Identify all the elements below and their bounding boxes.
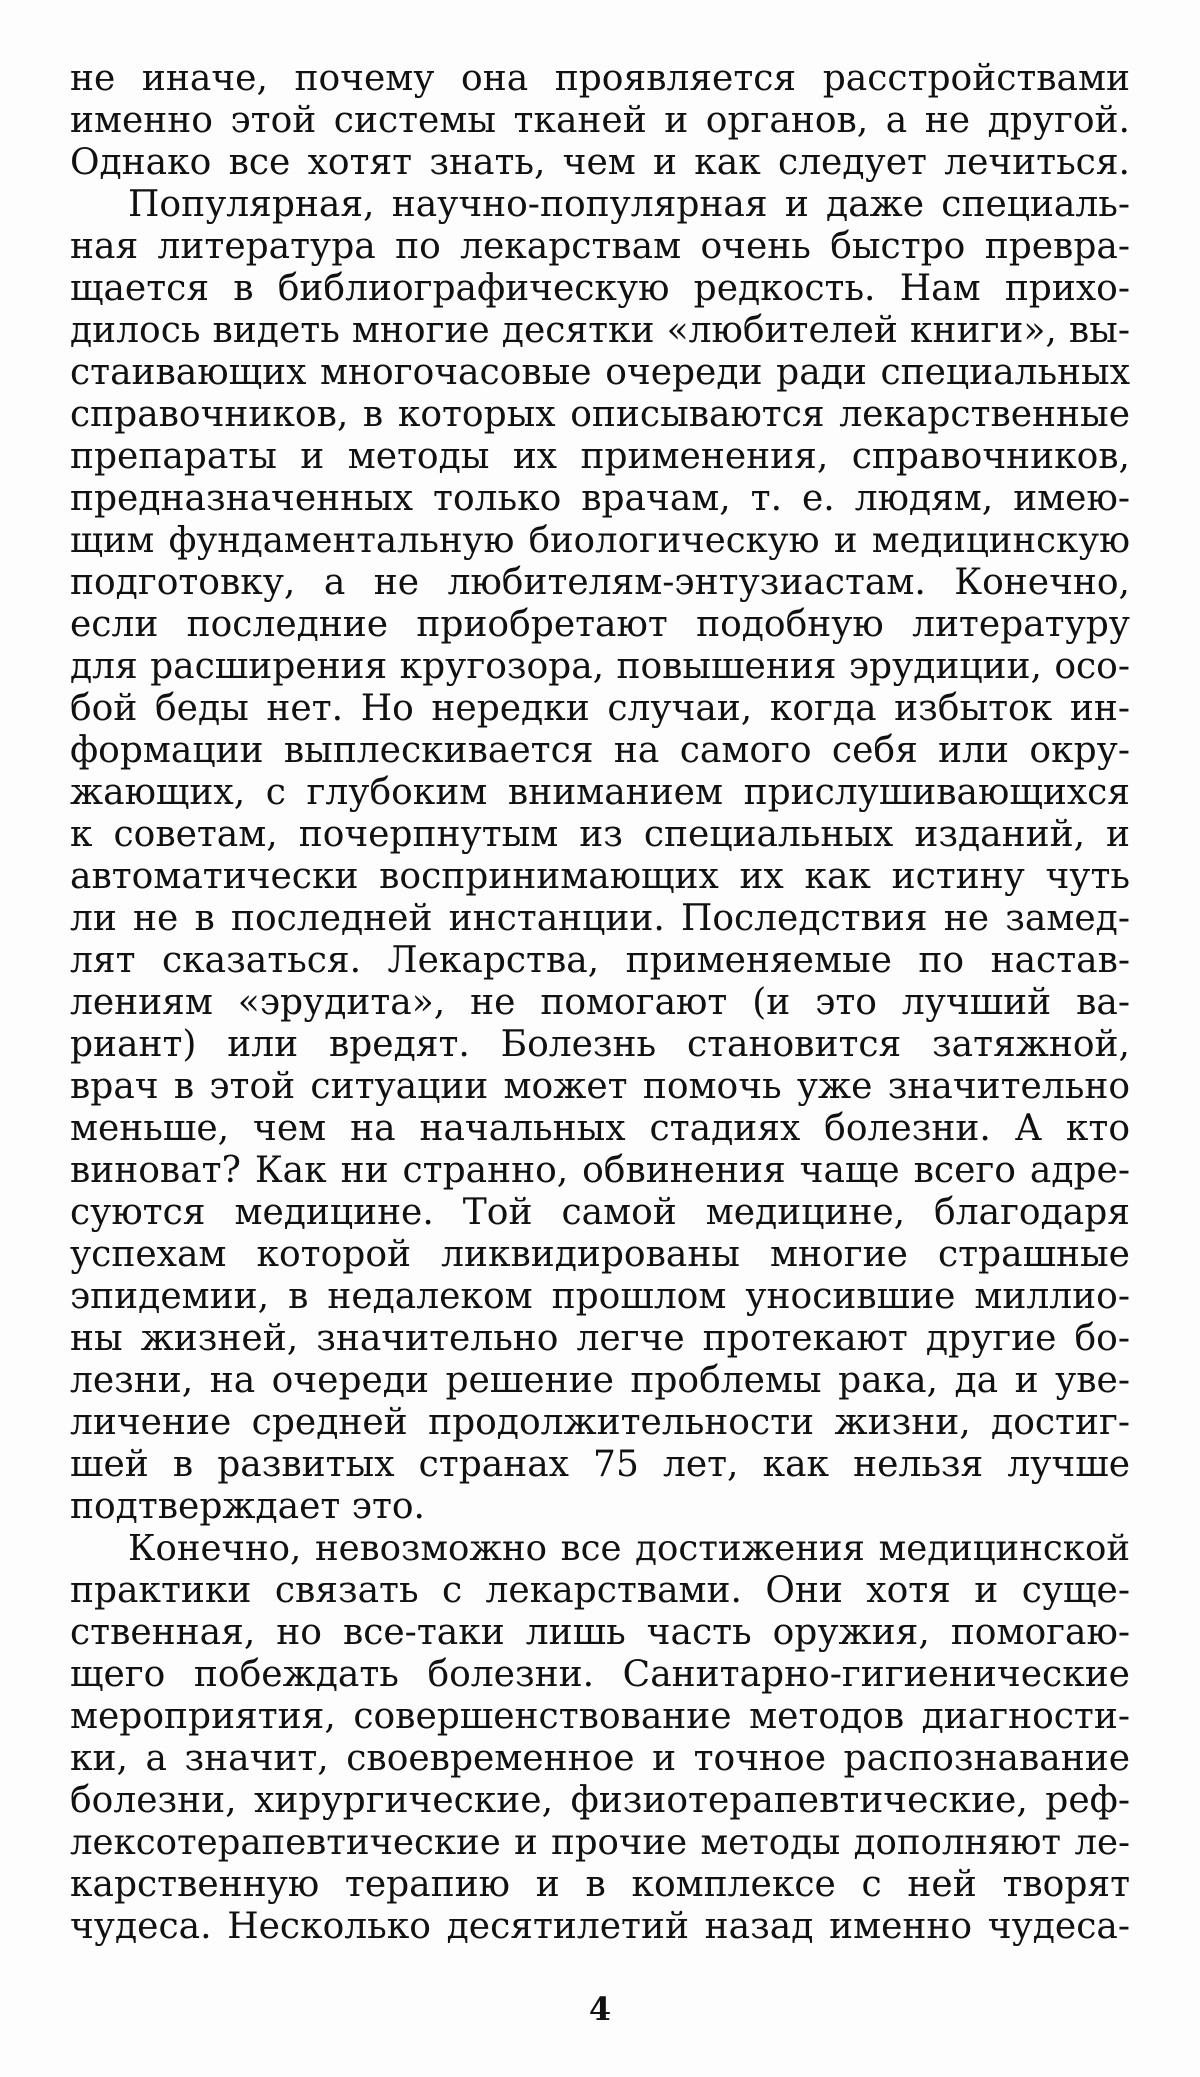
text-line: риант) или вредят. Болезнь становится затяжной, — [70, 1024, 1130, 1065]
text-line: мероприятия, совершенствование методов диагности- — [70, 1696, 1130, 1737]
text-line: справочников, в которых описываются лекарственные — [70, 394, 1130, 435]
paragraph-1 — [70, 58, 1130, 184]
text-line: жающих, с глубоким вниманием прислушивающихся — [70, 772, 1130, 813]
text-line: лениям «эрудита», не помогают (и это лучший ва- — [70, 982, 1130, 1023]
text-line: ная литература по лекарствам очень быстро превра- — [70, 226, 1130, 267]
text-line: автоматически воспринимающих их как истину чуть — [70, 856, 1130, 897]
text-line: если последние приобретают подобную литературу — [70, 604, 1130, 645]
text-line: для расширения кругозора, повышения эрудиции, осо- — [70, 646, 1130, 687]
text-line: меньше, чем на начальных стадиях болезни. А кто — [70, 1108, 1130, 1149]
text-line: щего побеждать болезни. Санитарно-гигиенические — [70, 1654, 1130, 1695]
text-line: стаивающих многочасовые очереди ради специальных — [70, 352, 1130, 393]
text-line: щается в библиографическую редкость. Нам прихо- — [70, 268, 1130, 309]
text-line: подготовку, а не любителям-энтузиастам. Конечно, — [70, 562, 1130, 603]
text-line: Популярная, научно-популярная и даже специаль- — [128, 184, 1130, 225]
text-line: дилось видеть многие десятки «любителей книги», вы- — [70, 310, 1130, 351]
text-line: к советам, почерпнутым из специальных изданий, и — [70, 814, 1130, 855]
text-line: шей в развитых странах 75 лет, как нельзя лучше — [70, 1444, 1130, 1485]
text-line: лезни, на очереди решение проблемы рака, да и уве- — [70, 1360, 1130, 1401]
page-number: 4 — [588, 1990, 612, 2028]
text-line: успехам которой ликвидированы многие страшные — [70, 1234, 1130, 1275]
text-line: личение средней продолжительности жизни, достиг- — [70, 1402, 1130, 1443]
text-line: Однако все хотят знать, чем и как следует лечиться. — [70, 142, 1130, 183]
text-line: суются медицине. Той самой медицине, благодаря — [70, 1192, 1130, 1233]
text-line: карственную терапию и в комплексе с ней творят — [70, 1864, 1130, 1905]
paragraph-3 — [70, 1528, 1130, 1948]
text-line: эпидемии, в недалеком прошлом уносившие миллио- — [70, 1276, 1130, 1317]
paragraph-2 — [70, 184, 1130, 1528]
text-line: лят сказаться. Лекарства, применяемые по настав- — [70, 940, 1130, 981]
text-line: щим фундаментальную биологическую и медицинскую — [70, 520, 1130, 561]
text-line: болезни, хирургические, физиотерапевтические, реф- — [70, 1780, 1130, 1821]
text-line: практики связать с лекарствами. Они хотя и суще- — [70, 1570, 1130, 1611]
text-line: подтверждает это. — [70, 1486, 425, 1527]
text-line: не иначе, почему она проявляется расстройствами — [70, 58, 1130, 99]
text-line: ственная, но все-таки лишь часть оружия, помогаю- — [70, 1612, 1130, 1653]
text-line: бой беды нет. Но нередки случаи, когда избыток ин- — [70, 688, 1130, 729]
text-line: ны жизней, значительно легче протекают другие бо- — [70, 1318, 1130, 1359]
text-line: лексотерапевтические и прочие методы дополняют ле- — [70, 1822, 1130, 1863]
text-line: Конечно, невозможно все достижения медицинской — [128, 1528, 1130, 1569]
text-line: препараты и методы их применения, справочников, — [70, 436, 1130, 477]
text-line: ли не в последней инстанции. Последствия не замед- — [70, 898, 1130, 939]
text-line: ки, а значит, своевременное и точное распознавание — [70, 1738, 1130, 1779]
text-line: врач в этой ситуации может помочь уже значительно — [70, 1066, 1130, 1107]
text-line: формации выплескивается на самого себя или окру- — [70, 730, 1130, 771]
text-line: чудеса. Несколько десятилетий назад именно чудеса- — [70, 1906, 1130, 1947]
text-line: виноват? Как ни странно, обвинения чаще всего адре- — [70, 1150, 1130, 1191]
text-line: именно этой системы тканей и органов, а не другой. — [70, 100, 1130, 141]
body-text — [70, 58, 1130, 1948]
text-line: предназначенных только врачам, т. е. людям, имею- — [70, 478, 1130, 519]
